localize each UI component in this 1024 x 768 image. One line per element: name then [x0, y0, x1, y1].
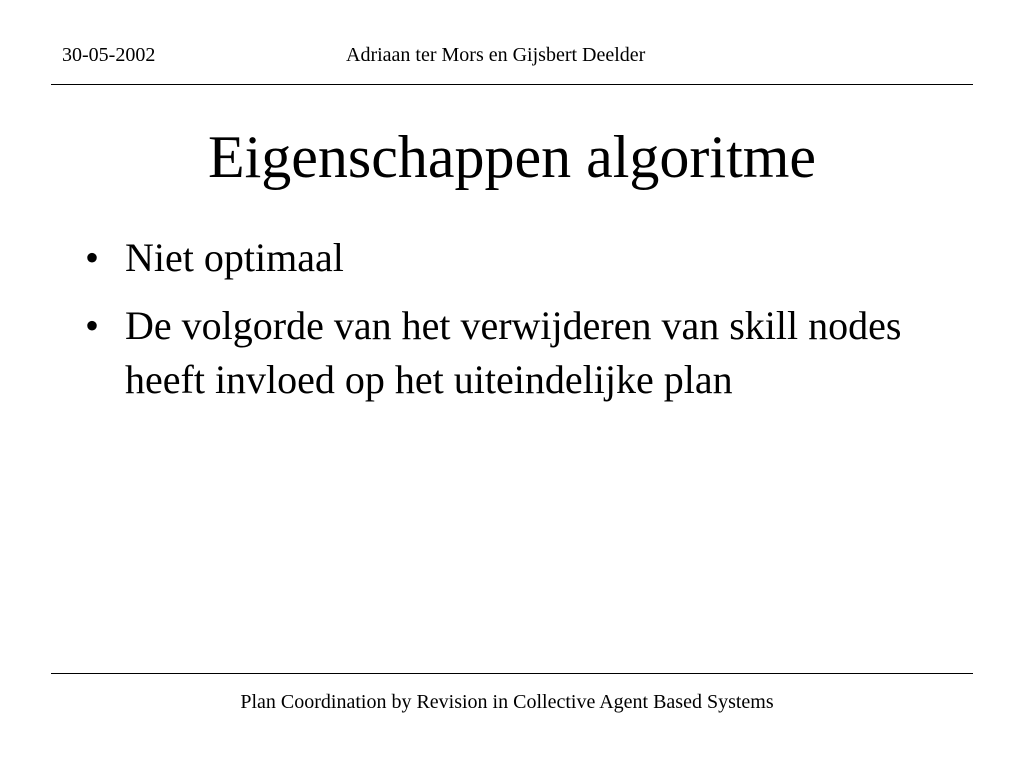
bullet-text: Niet optimaal	[125, 235, 344, 280]
bullet-item	[85, 231, 985, 285]
header-divider	[51, 84, 973, 85]
bullet-list	[85, 231, 985, 421]
footer-divider	[51, 673, 973, 674]
bullet-text: De volgorde van het verwijderen van skill nodes heeft invloed op het uiteindelijke plan	[125, 303, 902, 402]
footer-text: Plan Coordination by Revision in Collective Agent Based Systems	[240, 691, 774, 713]
header-date: 30-05-2002	[62, 44, 156, 66]
bullet-marker: •	[85, 235, 100, 280]
header-authors: Adriaan ter Mors en Gijsbert Deelder	[346, 44, 646, 66]
slide-title: Eigenschappen algoritme	[207, 124, 817, 190]
bullet-marker: •	[85, 303, 100, 348]
bullet-item	[85, 299, 985, 407]
